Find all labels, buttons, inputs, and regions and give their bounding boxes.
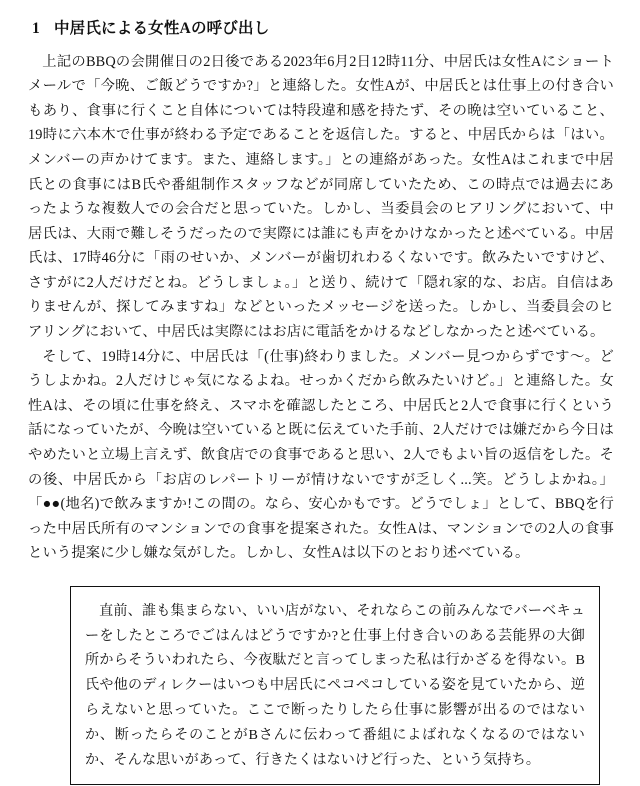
section-number: 1 <box>32 20 40 37</box>
quote-text: 直前、誰も集まらない、いい店がない、それならこの前みんなでバーベキューをしたところでごはんはどうですか?と仕事上付き合いのある芸能界の大御所からそういわれたら、今夜駄だと言ってしまった私は行かざるを得ない。B氏や他のディレクーはいつも中居氏にペコペコしている姿を見ていたから、逆らえないと思っていた。ここで断ったりしたら仕事に影響が出るのではないか、断ったらそのことがBさんに伝わって番組によばれなくなるのではないか、そんな思いがあって、行きたくはないけど行った、という気持ち。 <box>85 602 585 768</box>
section-heading <box>32 18 618 40</box>
quote-box <box>70 586 600 786</box>
paragraph-1: 上記のBBQの会開催日の2日後である2023年6月2日12時11分、中居氏は女性Aにショートメールで「今晩、ご飯どうですか?」と連絡した。女性Aが、中居氏とは仕事上の付き合いもあり、食事に行くこと自体については特段違和感を持たず、その晩は空いていること、19時に六本木で仕事が終わる予定であることを返信した。すると、中居氏からは「はい。メンバーの声かけてます。また、連絡します。」との連絡があった。女性Aはこれまで中居氏との食事にはB氏や番組制作スタッフなどが同席していたため、この時点では過去にあったような複数人での会合だと思っていた。しかし、当委員会のヒアリングにおいて、中居氏は、大雨で難しそうだったので実際には誰にも声をかけなかったと述べている。中居氏は、17時46分に「雨のせいか、メンバーが歯切れわるくないです。飲みたいですけど、さすがに2人だけだとね。どうしましょ。」と送り、続けて「隠れ家的な、お店。自信はありませんが、探してみますね」などといったメッセージを送った。しかし、当委員会のヒアリングにおいて、中居氏は実際にはお店に電話をかけるなどしなかったと述べている。 <box>28 53 614 341</box>
section-title: 中居氏による女性Aの呼び出し <box>53 20 270 37</box>
body-text <box>28 50 614 566</box>
paragraph-2: そして、19時14分に、中居氏は「(仕事)終わりました。メンバー見つからずです〜。どうしよかね。2人だけじゃ気になるよね。せっかくだから飲みたいけど。」と連絡した。女性Aは、その頃に仕事を終え、スマホを確認したところ、中居氏と2人で食事に行くという話になっていたが、今晩は空いていると既に伝えていた手前、2人だけでは嫌だから今日はやめたいと立場上言えず、飲食店での食事であると思い、2人でもよい旨の返信をした。その後、中居氏から「お店のレパートリーが情けないですが乏しく...笑。どうしよかね。」「●●(地名)で飲みますか!この間の。なら、安心かもです。どうでしょ」として、BBQを行った中居氏所有のマンションでの食事を提案された。女性Aは、マンションでの2人の食事という提案に少し嫌な気がした。しかし、女性Aは以下のとおり述べている。 <box>28 348 614 562</box>
